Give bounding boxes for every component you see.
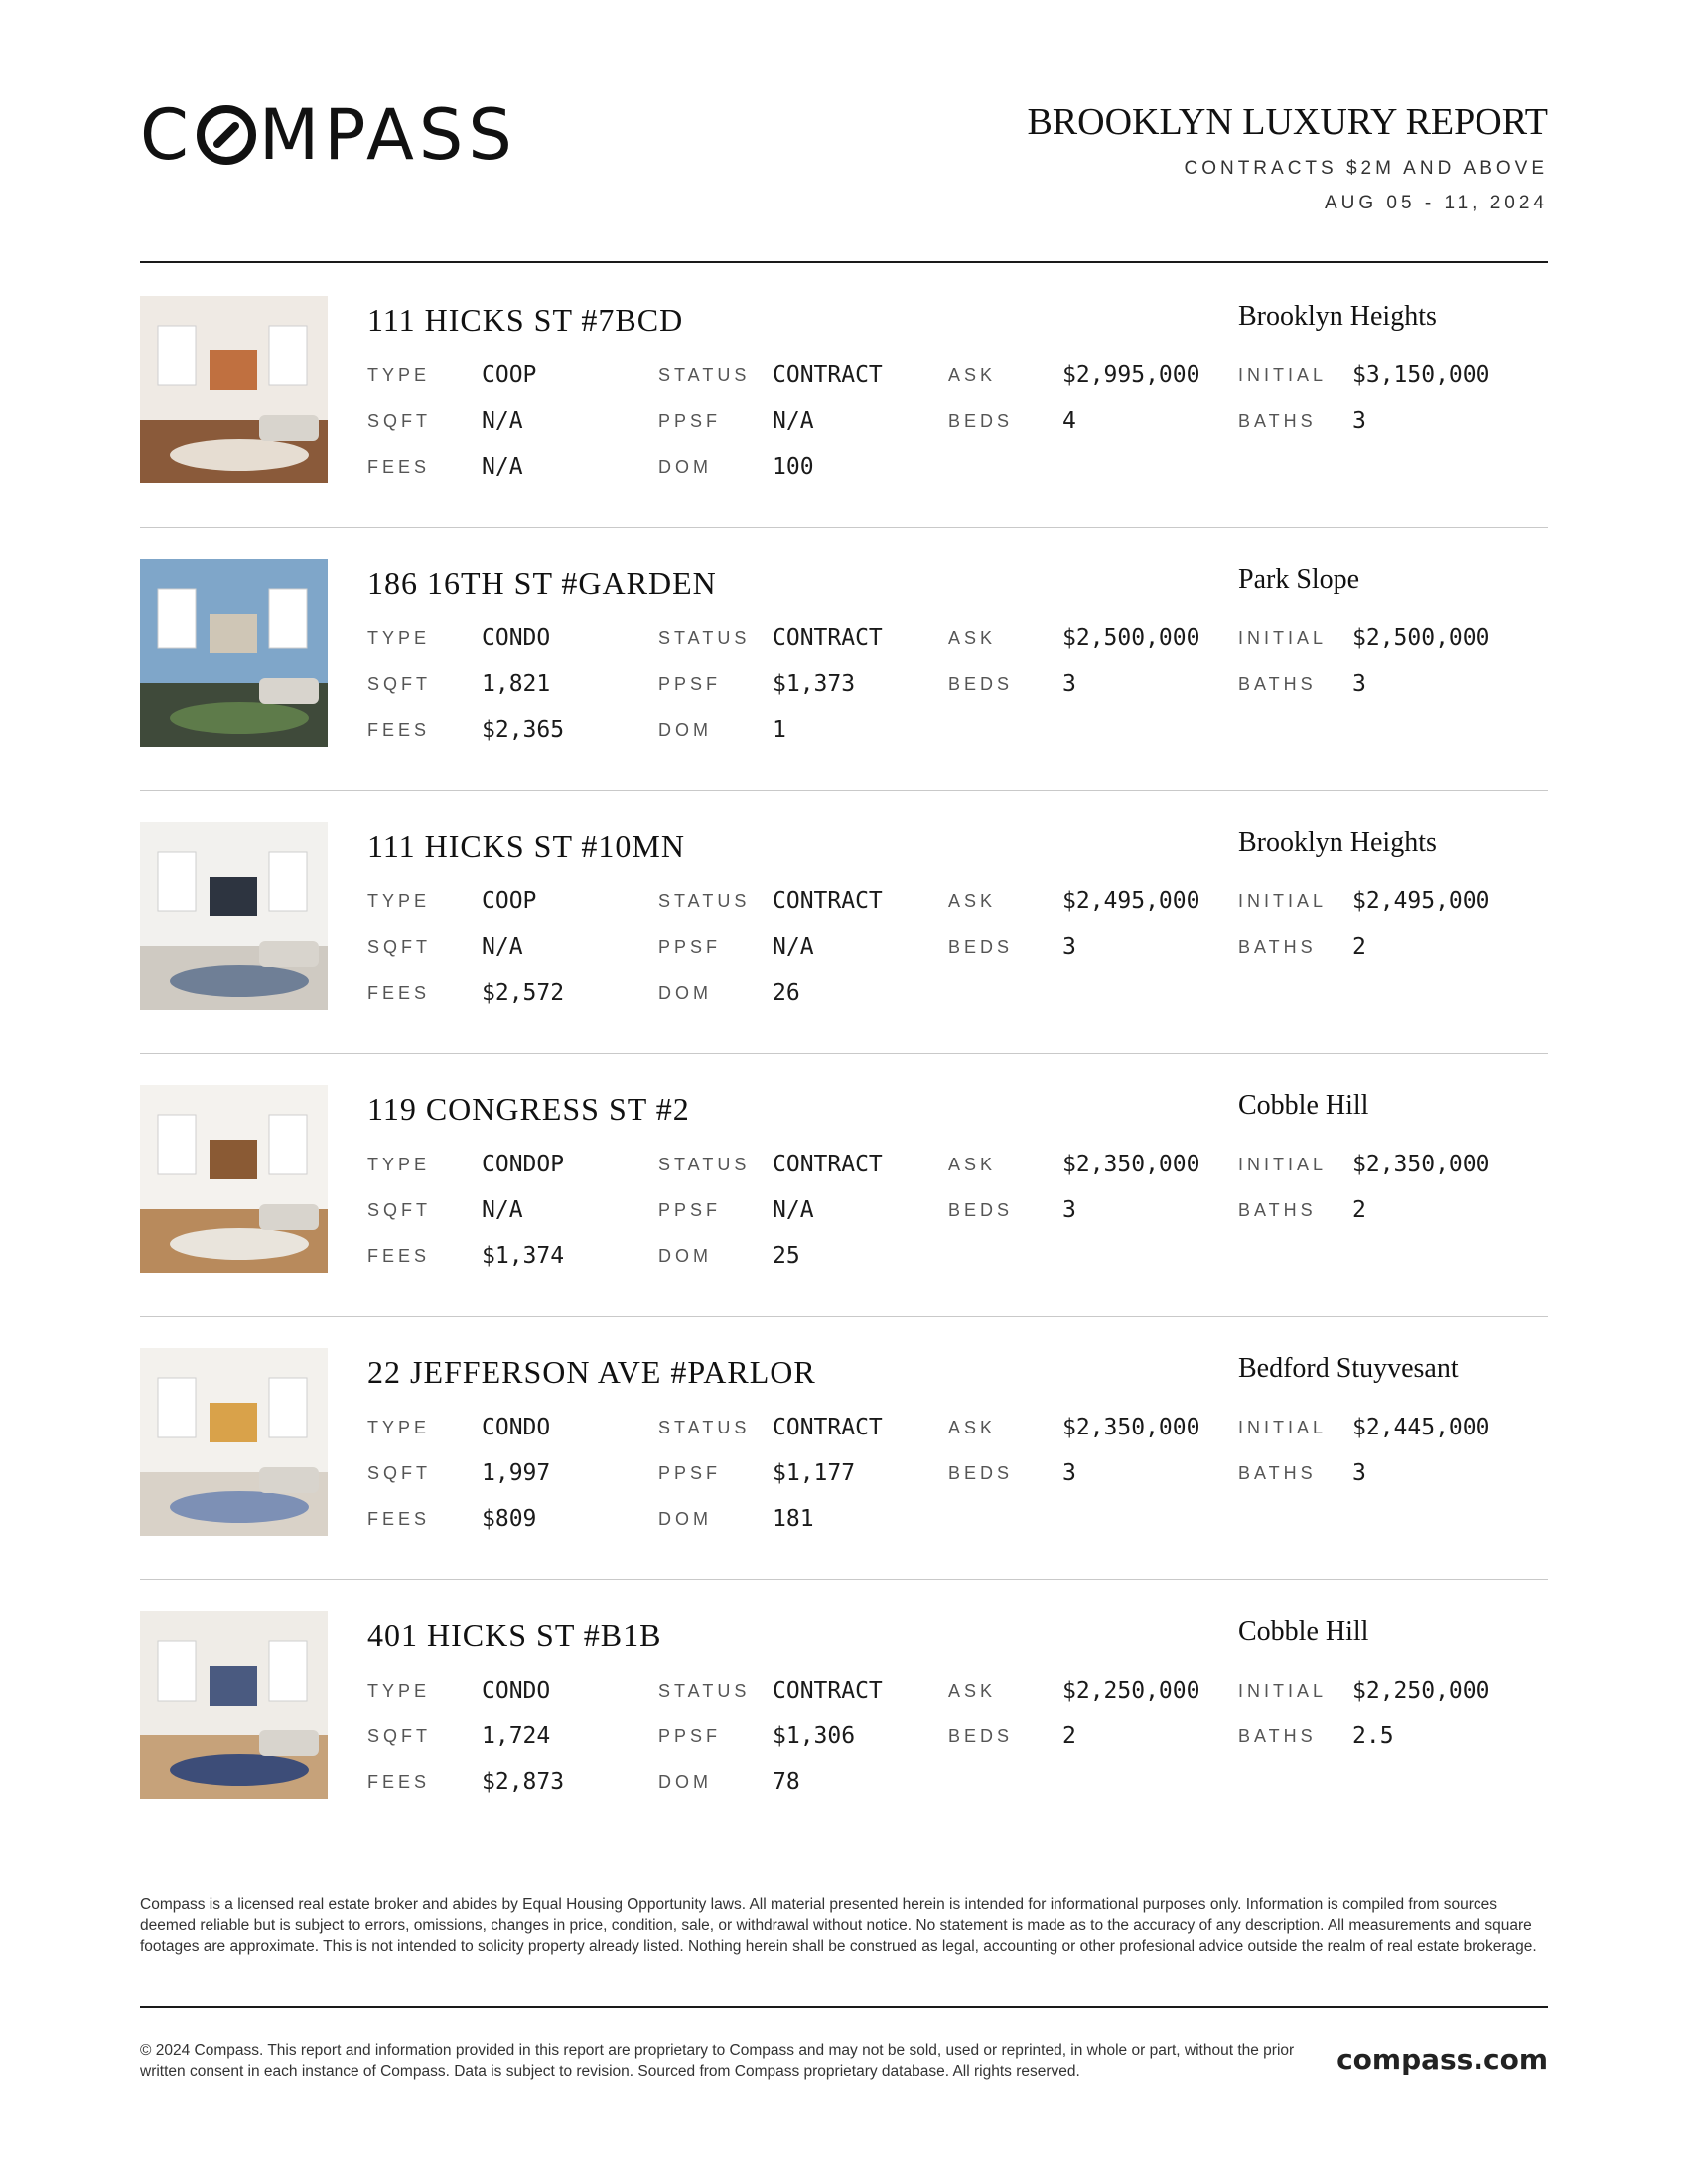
fees-label: FEES [367, 1772, 431, 1792]
listing-row [140, 1580, 1548, 1843]
listing-address: 186 16TH ST #GARDEN [367, 565, 717, 601]
ppsf-label: PPSF [658, 937, 722, 957]
dom-label: DOM [658, 983, 712, 1003]
compass-logo [140, 95, 517, 175]
beds-value: 3 [1062, 934, 1076, 960]
fees-label: FEES [367, 983, 431, 1003]
baths-label: BATHS [1238, 1726, 1317, 1746]
copyright-notice: © 2024 Compass. This report and information provided in this report are proprietary to Compass and may not be sold, used or reprinted, in whole or part, without the prior written consent in each instance of Compass. Data is subject to revision. Sourced from Compass proprietary database. All rights reserved. [140, 2042, 1295, 2080]
beds-value: 2 [1062, 1723, 1076, 1749]
sqft-value: 1,997 [482, 1460, 551, 1486]
dom-label: DOM [658, 1246, 712, 1266]
type-value: CONDOP [482, 1152, 565, 1177]
fees-value: $2,572 [482, 980, 565, 1006]
beds-label: BEDS [948, 1200, 1014, 1220]
ask-value: $2,995,000 [1062, 362, 1200, 388]
listing-address: 401 HICKS ST #B1B [367, 1617, 662, 1653]
report-dates: AUG 05 - 11, 2024 [1324, 193, 1548, 213]
listing-row [140, 528, 1548, 791]
initial-label: INITIAL [1238, 1681, 1328, 1701]
ask-label: ASK [948, 365, 997, 385]
status-value: CONTRACT [773, 362, 883, 388]
sqft-label: SQFT [367, 674, 431, 694]
fees-value: $2,873 [482, 1769, 565, 1795]
sqft-value: 1,724 [482, 1723, 551, 1749]
ppsf-value: $1,373 [773, 671, 856, 697]
baths-value: 3 [1352, 671, 1366, 697]
initial-label: INITIAL [1238, 891, 1328, 911]
baths-label: BATHS [1238, 1463, 1317, 1483]
type-value: CONDO [482, 625, 551, 651]
initial-value: $3,150,000 [1352, 362, 1490, 388]
baths-label: BATHS [1238, 1200, 1317, 1220]
listing-photo [140, 1348, 328, 1536]
listing-neighborhood: Brooklyn Heights [1238, 301, 1437, 332]
ask-value: $2,500,000 [1062, 625, 1200, 651]
ask-label: ASK [948, 891, 997, 911]
status-label: STATUS [658, 891, 751, 911]
type-label: TYPE [367, 1418, 431, 1437]
type-label: TYPE [367, 1681, 431, 1701]
ppsf-value: N/A [773, 934, 814, 960]
sqft-label: SQFT [367, 411, 431, 431]
baths-label: BATHS [1238, 674, 1317, 694]
listing-address: 22 JEFFERSON AVE #PARLOR [367, 1354, 816, 1390]
ppsf-value: N/A [773, 1197, 814, 1223]
fees-value: $2,365 [482, 717, 565, 743]
status-label: STATUS [658, 1418, 751, 1437]
logo-o-icon [196, 104, 257, 166]
initial-value: $2,500,000 [1352, 625, 1490, 651]
site-link[interactable]: compass.com [1336, 2043, 1548, 2076]
ppsf-value: $1,177 [773, 1460, 856, 1486]
beds-value: 3 [1062, 671, 1076, 697]
sqft-value: N/A [482, 408, 523, 434]
status-value: CONTRACT [773, 1415, 883, 1440]
listing-neighborhood: Cobble Hill [1238, 1090, 1369, 1121]
ppsf-label: PPSF [658, 1463, 722, 1483]
listing-address: 119 CONGRESS ST #2 [367, 1091, 690, 1127]
baths-label: BATHS [1238, 937, 1317, 957]
dom-value: 78 [773, 1769, 800, 1795]
type-label: TYPE [367, 891, 431, 911]
ask-label: ASK [948, 1418, 997, 1437]
dom-label: DOM [658, 720, 712, 740]
report-subtitle: CONTRACTS $2M AND ABOVE [1184, 158, 1548, 179]
sqft-value: 1,821 [482, 671, 551, 697]
fees-value: N/A [482, 454, 523, 479]
baths-value: 3 [1352, 408, 1366, 434]
type-value: COOP [482, 362, 537, 388]
beds-value: 3 [1062, 1197, 1076, 1223]
report-title: BROOKLYN LUXURY REPORT [1027, 101, 1548, 143]
dom-label: DOM [658, 457, 712, 477]
dom-value: 181 [773, 1506, 814, 1532]
baths-label: BATHS [1238, 411, 1317, 431]
sqft-label: SQFT [367, 1463, 431, 1483]
baths-value: 2 [1352, 934, 1366, 960]
listing-photo [140, 1085, 328, 1273]
report-page [140, 0, 1548, 2184]
baths-value: 2 [1352, 1197, 1366, 1223]
type-label: TYPE [367, 365, 431, 385]
status-label: STATUS [658, 365, 751, 385]
beds-label: BEDS [948, 937, 1014, 957]
status-value: CONTRACT [773, 1678, 883, 1704]
footer-divider [140, 2006, 1548, 2008]
ppsf-label: PPSF [658, 674, 722, 694]
dom-value: 1 [773, 717, 786, 743]
listing-row [140, 791, 1548, 1054]
baths-value: 2.5 [1352, 1723, 1394, 1749]
beds-value: 3 [1062, 1460, 1076, 1486]
beds-label: BEDS [948, 1463, 1014, 1483]
listing-neighborhood: Park Slope [1238, 564, 1360, 595]
status-value: CONTRACT [773, 625, 883, 651]
type-value: CONDO [482, 1415, 551, 1440]
beds-value: 4 [1062, 408, 1076, 434]
ask-label: ASK [948, 1681, 997, 1701]
initial-value: $2,495,000 [1352, 888, 1490, 914]
fees-label: FEES [367, 1509, 431, 1529]
type-label: TYPE [367, 628, 431, 648]
ask-value: $2,350,000 [1062, 1415, 1200, 1440]
header-divider [140, 261, 1548, 263]
listing-photo [140, 1611, 328, 1799]
ppsf-label: PPSF [658, 411, 722, 431]
listing-neighborhood: Bedford Stuyvesant [1238, 1353, 1459, 1384]
status-label: STATUS [658, 628, 751, 648]
listing-address: 111 HICKS ST #10MN [367, 828, 685, 864]
status-value: CONTRACT [773, 888, 883, 914]
status-value: CONTRACT [773, 1152, 883, 1177]
beds-label: BEDS [948, 674, 1014, 694]
dom-value: 26 [773, 980, 800, 1006]
logo-letters-mpass: MPASS [258, 94, 517, 176]
type-label: TYPE [367, 1155, 431, 1174]
sqft-label: SQFT [367, 1726, 431, 1746]
dom-label: DOM [658, 1509, 712, 1529]
ask-label: ASK [948, 1155, 997, 1174]
fees-label: FEES [367, 457, 431, 477]
ppsf-value: $1,306 [773, 1723, 856, 1749]
type-value: CONDO [482, 1678, 551, 1704]
sqft-label: SQFT [367, 1200, 431, 1220]
fees-value: $809 [482, 1506, 537, 1532]
initial-label: INITIAL [1238, 1155, 1328, 1174]
report-heading [1027, 97, 1548, 215]
beds-label: BEDS [948, 1726, 1014, 1746]
initial-label: INITIAL [1238, 628, 1328, 648]
ask-value: $2,250,000 [1062, 1678, 1200, 1704]
listing-photo [140, 822, 328, 1010]
baths-value: 3 [1352, 1460, 1366, 1486]
type-value: COOP [482, 888, 537, 914]
dom-value: 25 [773, 1243, 800, 1269]
sqft-value: N/A [482, 1197, 523, 1223]
listing-neighborhood: Cobble Hill [1238, 1616, 1369, 1647]
fees-label: FEES [367, 1246, 431, 1266]
ppsf-value: N/A [773, 408, 814, 434]
disclaimer: Compass is a licensed real estate broker and abides by Equal Housing Opportunity laws. All material presented herein is intended for informational purposes only. Information is compiled from sources deemed reliable but is subject to errors, omissions, changes in price, condition, sale, or withdrawal without notice. No statement is made as to the accuracy of any description. All measurements and square footages are approximate. This is not intended to solicity property already listed. Nothing herein shall be construed as legal, accounting or other profesional advice outside the realm of real estate brokerage. [140, 1896, 1537, 1955]
ask-value: $2,350,000 [1062, 1152, 1200, 1177]
dom-label: DOM [658, 1772, 712, 1792]
initial-label: INITIAL [1238, 365, 1328, 385]
initial-value: $2,250,000 [1352, 1678, 1490, 1704]
listing-row [140, 265, 1548, 528]
sqft-label: SQFT [367, 937, 431, 957]
dom-value: 100 [773, 454, 814, 479]
listing-row [140, 1317, 1548, 1580]
logo-letter-c: C [140, 94, 194, 176]
listing-photo [140, 559, 328, 747]
initial-value: $2,350,000 [1352, 1152, 1490, 1177]
listing-address: 111 HICKS ST #7BCD [367, 302, 684, 338]
ask-label: ASK [948, 628, 997, 648]
fees-label: FEES [367, 720, 431, 740]
listing-neighborhood: Brooklyn Heights [1238, 827, 1437, 858]
status-label: STATUS [658, 1681, 751, 1701]
initial-value: $2,445,000 [1352, 1415, 1490, 1440]
ppsf-label: PPSF [658, 1726, 722, 1746]
listing-row [140, 1054, 1548, 1317]
status-label: STATUS [658, 1155, 751, 1174]
initial-label: INITIAL [1238, 1418, 1328, 1437]
fees-value: $1,374 [482, 1243, 565, 1269]
ppsf-label: PPSF [658, 1200, 722, 1220]
beds-label: BEDS [948, 411, 1014, 431]
sqft-value: N/A [482, 934, 523, 960]
listing-photo [140, 296, 328, 483]
ask-value: $2,495,000 [1062, 888, 1200, 914]
